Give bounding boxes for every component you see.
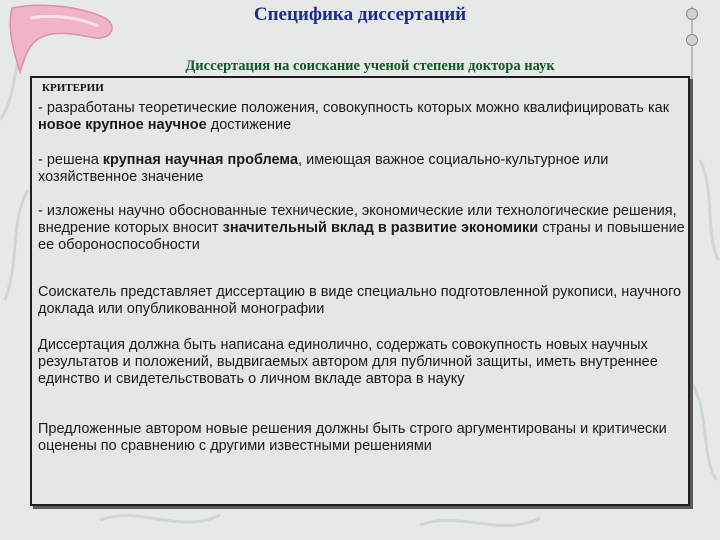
criterion-3: - изложены научно обоснованные технические, экономические или технологические решения, внедрение которых вносит значительный вклад в развитие экономики страны и повышение ее обороноспособности bbox=[38, 203, 685, 253]
criterion-1: - разработаны теоретические положения, совокупность которых можно квалифицировать как новое крупное научное достижение bbox=[38, 100, 670, 133]
paragraph-format: Соискатель представляет диссертацию в виде специально подготовленной рукописи, научного доклада или опубликованной монографии bbox=[38, 284, 682, 317]
criteria-label: КРИТЕРИИ bbox=[42, 82, 104, 94]
slide-subtitle: Диссертация на соискание ученой степени доктора наук bbox=[185, 58, 555, 74]
paragraph-authorship: Диссертация должна быть написана единолично, содержать совокупность новых научных результатов и положений, выдвигаемых автором для публичной защиты, иметь внутреннее единство и свидетельствовать о личном вкладе автора в науку bbox=[38, 337, 658, 387]
ring-decoration bbox=[686, 34, 698, 46]
criterion-2: - решена крупная научная проблема, имеющая важное социально-культурное или хозяйственное значение bbox=[38, 152, 609, 185]
paragraph-argumentation: Предложенные автором новые решения должны быть строго аргументированы и критически оценены по сравнению с другими известными решениями bbox=[38, 421, 667, 454]
slide-title: Специфика диссертаций bbox=[253, 4, 467, 25]
